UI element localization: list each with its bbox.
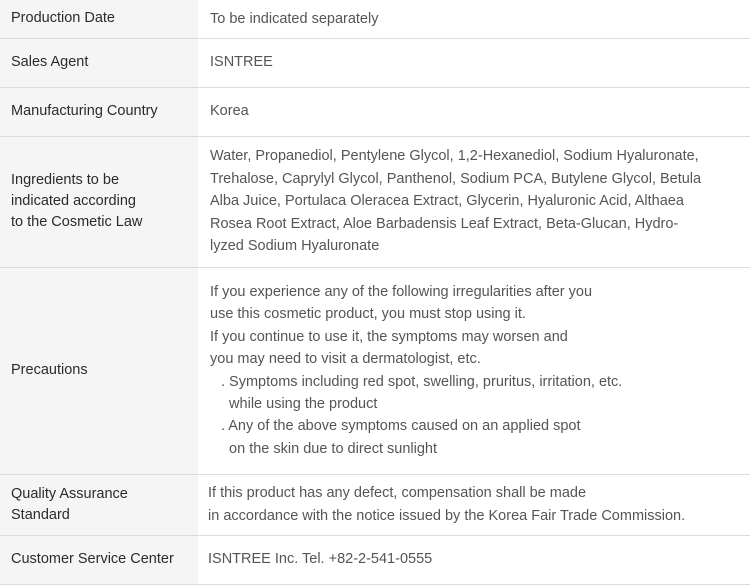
- bullet-line: . Symptoms including red spot, swelling, pruritus, irritation, etc.: [221, 373, 623, 390]
- value-line: ISNTREE Inc. Tel. +82-2-541-0555: [208, 551, 433, 568]
- label-line: Precautions: [11, 362, 88, 378]
- row-label: [0, 87, 198, 136]
- row-customer-service: [0, 535, 750, 584]
- row-value: [198, 267, 750, 474]
- bullet-line: while using the product: [221, 395, 378, 412]
- row-value: [198, 136, 750, 267]
- value-line: in accordance with the notice issued by the Korea Fair Trade Commission.: [208, 507, 686, 524]
- row-label: [0, 535, 198, 584]
- row-value: [198, 38, 750, 87]
- value-line: If you continue to use it, the symptoms may worsen and: [210, 328, 568, 345]
- row-value: [198, 87, 750, 136]
- row-label: [0, 267, 198, 474]
- value-line: use this cosmetic product, you must stop using it.: [210, 306, 526, 323]
- label-line: Sales Agent: [11, 54, 89, 70]
- row-label: [0, 136, 198, 267]
- value-line: To be indicated separately: [210, 10, 379, 27]
- row-precautions: [0, 267, 750, 474]
- row-label: [0, 0, 198, 38]
- value-line: Korea: [210, 103, 249, 120]
- row-quality-assurance: [0, 474, 750, 535]
- row-value: [198, 474, 750, 535]
- value-line: Water, Propanediol, Pentylene Glycol, 1,2-Hexanediol, Sodium Hyaluronate,: [210, 148, 699, 165]
- label-line: indicated according: [11, 193, 136, 209]
- value-line: ISNTREE: [210, 54, 273, 71]
- value-line: Trehalose, Caprylyl Glycol, Panthenol, Sodium PCA, Butylene Glycol, Betula: [210, 170, 702, 187]
- row-production-date: [0, 0, 750, 38]
- row-label: [0, 474, 198, 535]
- label-line: Manufacturing Country: [11, 103, 158, 119]
- label-line: Ingredients to be: [11, 172, 120, 188]
- bullet-line: on the skin due to direct sunlight: [221, 440, 438, 457]
- row-sales-agent: [0, 38, 750, 87]
- value-line: you may need to visit a dermatologist, etc.: [210, 351, 481, 368]
- label-line: Quality Assurance: [11, 485, 128, 502]
- row-value: [198, 0, 750, 38]
- label-line: to the Cosmetic Law: [11, 214, 143, 230]
- row-manufacturing-country: [0, 87, 750, 136]
- label-line: Production Date: [11, 10, 115, 27]
- value-line: If this product has any defect, compensation shall be made: [208, 485, 587, 502]
- row-value: [198, 535, 750, 584]
- label-line: Standard: [11, 506, 70, 523]
- row-ingredients: [0, 136, 750, 267]
- value-line: If you experience any of the following irregularities after you: [210, 283, 593, 300]
- label-line: Customer Service Center: [11, 551, 174, 567]
- value-line: Alba Juice, Portulaca Oleracea Extract, Glycerin, Hyaluronic Acid, Althaea: [210, 193, 684, 210]
- value-line: Rosea Root Extract, Aloe Barbadensis Leaf Extract, Beta-Glucan, Hydro-: [210, 215, 679, 232]
- value-line: lyzed Sodium Hyaluronate: [210, 238, 380, 255]
- bullet-line: . Any of the above symptoms caused on an applied spot: [221, 418, 581, 435]
- row-label: [0, 38, 198, 87]
